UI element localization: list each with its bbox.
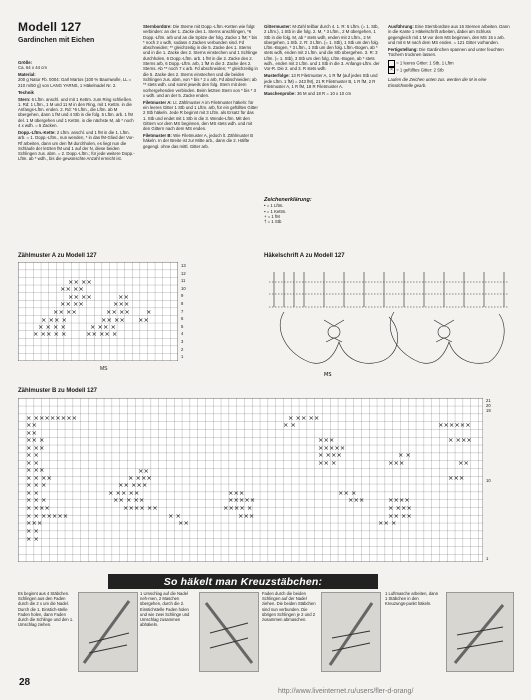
svg-text:××: ××: [458, 459, 469, 467]
row-number: 10: [486, 478, 491, 483]
row-number: 1: [181, 354, 184, 360]
slip-stitch-symbol-icon: ▪: [264, 208, 266, 214]
svg-text:×× ××: ×× ××: [68, 293, 92, 301]
row-number: 11: [181, 278, 186, 284]
legend-text: = 1 Lftm.: [266, 203, 284, 209]
grid-legend: [388, 60, 512, 88]
grid-legend-item: [388, 60, 512, 67]
svg-text:× ×× ×: × ×× ×: [41, 316, 67, 324]
body: 36 M und 18 R = 10 x 10 cm: [296, 90, 352, 96]
paragraph: [18, 97, 136, 129]
step-text-4: 1 Luftmasche arbeiten, dann 1 Stäbchen in den Kreuzungs-punkt häkeln.: [385, 591, 439, 607]
chart-a-grid: [18, 262, 178, 361]
heading: Größe:: [18, 60, 33, 65]
row-number: 3: [181, 338, 184, 344]
row-number: 9: [181, 293, 184, 299]
svg-text:×××: ×××: [348, 496, 365, 504]
row-number: 20: [486, 403, 491, 408]
row-number: 2: [181, 346, 184, 352]
row-number: 21: [486, 398, 491, 403]
crochet-symbol-chart: [264, 262, 512, 382]
row-number: 7: [181, 308, 184, 314]
svg-text:× × ×: × × ×: [26, 496, 47, 504]
text-column-4: [388, 24, 512, 88]
svg-text:×××: ×××: [388, 459, 405, 467]
paragraph: [143, 133, 258, 149]
svg-text:××: ××: [138, 316, 149, 324]
svg-text:× ×× × ×: × ×× × ×: [33, 330, 67, 338]
paragraph: [388, 24, 512, 45]
legend-title: Zeichenerklärung:: [264, 197, 312, 203]
svg-text:×××× ×: ×××× ×: [223, 504, 253, 512]
legend-text: = 1 Kettm.: [266, 208, 287, 214]
svg-text:× × ×: × × ×: [26, 481, 47, 489]
svg-text:× ××××××××: × ××××××××: [26, 414, 78, 422]
row-number: 10: [181, 285, 186, 291]
svg-text:× ×××: × ×××: [26, 504, 50, 512]
heading: Musterfolge:: [264, 73, 290, 79]
chart-a-title: Zählmuster A zu Modell 127: [18, 253, 97, 259]
svg-text:××: ××: [178, 519, 189, 527]
paragraph: [143, 100, 258, 132]
row-number: 12: [181, 270, 186, 276]
legend-item: [264, 219, 382, 224]
row-number: 8: [181, 300, 184, 306]
svg-text:× ×××: × ×××: [448, 436, 472, 444]
crochet-svg: [264, 262, 512, 382]
heading: Filetmuster B:: [143, 133, 172, 139]
svg-text:×××× ××: ×××× ××: [123, 504, 158, 512]
svg-text:××××××: ××××××: [438, 421, 471, 429]
svg-text:× ×× ×: × ×× ×: [90, 323, 116, 331]
paragraph: [143, 24, 258, 98]
svg-text:× ×: × ×: [26, 459, 39, 467]
svg-text:× × ××: × × ××: [26, 474, 52, 482]
svg-text:× × × ×: × × × ×: [38, 323, 66, 331]
svg-text:× ×× ××: × ×× ××: [288, 414, 320, 422]
heading: Sternbordüre:: [143, 24, 172, 29]
body: 2 Lftm. anschl. und 1 fM in die 1. Lftm. arb. = 1. Dopp.-Lftm., nun wenden, * in das fM-Glied der Vor-Rf arbeiten, dann um den fM durchholen, es liegt nun die Schlaufe der letzten fM und 1 auf der N, diese beiden Schlingen zus. abm. = 2. Dopp.-Lftm.; für jede weitere Dopp.-Lftm. ab * wdh., bis die gewünschte Anzahl erreicht ist.: [18, 129, 135, 162]
single-crochet-symbol-icon: +: [264, 213, 267, 219]
text-column-3: [264, 24, 382, 98]
svg-text:×××××: ×××××: [228, 496, 256, 504]
svg-text:× ××: × ××: [26, 444, 45, 452]
svg-text:×× ××: ×× ××: [60, 285, 84, 293]
heading: Material:: [18, 72, 36, 78]
body: 200 g Natur Fb. 0004: Garl Martos (100 % Baumwolle, LL = 210 m/50 g) von LANG YARNS, 1 Häkelnadel Nr. 2.: [18, 77, 132, 88]
body: 13 R Filetmuster A, 1 R fM (auf jedes Stb und jede Lftm. 1 fM) = 243 fM), 21 R Filetmuster B, 1 R fM, 2 R Filetmuster A, 1 R fM, 18 R Filetmuster A.: [264, 73, 378, 89]
svg-text:×××: ×××: [448, 474, 465, 482]
svg-text:×× ××: ×× ××: [388, 512, 412, 520]
body: Lt. Zählmuster A im Filetmuster häkeln: für ein leeres Gitter 1 Stb und 1 Lftm. arb, für ein gefülltes Gitter 2 Stb häkeln. Jede R beginnt mit 3 Lftm. als Ersatz für das 1. Stb und endet mit 1 Stb in die 3. Wende-Lftm. Mit den Gittern vor dem MS beginnen, den MS stets wdh. und mit den Gittern nach dem MS enden.: [143, 99, 258, 132]
svg-text:×× ××: ×× ××: [60, 300, 84, 308]
page-number: 28: [19, 677, 31, 688]
svg-text:×××: ×××: [238, 512, 255, 520]
svg-text:×× ×: ×× ×: [338, 489, 357, 497]
svg-text:×××: ×××: [318, 436, 335, 444]
svg-text:×: ×: [146, 308, 152, 316]
body: Eine Sternbordüre aus 16 Sternen arbeiten. Dann in die Kante 1 Häkelschrift arbeiten, dabei am Schluss gegengleich mit 1 M vor dem MS beginnen, den MS 15 x arb. und mit 6 M nach dem MS enden. = 121 Gitter vorhanden.: [388, 24, 510, 45]
paragraph: [264, 73, 382, 89]
svg-text:××: ××: [26, 429, 37, 437]
chart-a-row-numbers: [181, 262, 186, 361]
svg-text:× ×: × ×: [398, 451, 411, 459]
legend-text: = 1 leeres Gitter: 1 Stb, 1 Lftm: [396, 61, 454, 67]
paragraph: [18, 72, 136, 88]
crochet-hook-icon: [79, 593, 137, 671]
paragraph: [18, 90, 136, 95]
chart-b-svg: [18, 398, 483, 562]
svg-text:× ×: × ×: [168, 512, 181, 520]
row-number: 4: [181, 331, 184, 337]
step-text-2: 1 Umschlag auf die Nadel neh-men, 2 Maschen übergehen, durch die 2. Einstichstelle Faden holen und wie zwei Schlinge und Umschlag zusammen abhäkeln.: [140, 591, 190, 628]
svg-text:×××: ×××: [228, 489, 245, 497]
chart-b-row-numbers: [486, 398, 491, 413]
page-subtitle: Gardinchen mit Eichen: [18, 37, 95, 44]
text-column-1: [18, 60, 136, 163]
svg-text:×× ×: ×× ×: [378, 519, 397, 527]
heading: Dopp.-Lftm.-Kette:: [18, 129, 56, 135]
filled-grid-icon: ×: [388, 67, 395, 74]
legend-text: = 1 gefülltes Gitter: 2 Stb: [396, 68, 444, 74]
svg-text:×× ××: ×× ××: [106, 308, 130, 316]
svg-text:× × ×××××: × × ×××××: [26, 512, 69, 520]
paragraph: [264, 24, 382, 72]
svg-text:×× × ××: ×× × ××: [113, 496, 145, 504]
crochet-hook-icon: [447, 593, 513, 671]
row-number: 19: [486, 408, 491, 413]
legend-note: Laufen die Zeichen unten zus. werden die M in eine Einstichstelle gearb.: [388, 77, 487, 88]
watermark-url[interactable]: http://www.liveinternet.ru/users/fler-d-orang/: [278, 688, 414, 695]
legend-text: = 1 fM: [267, 213, 280, 219]
row-number: 13: [181, 263, 186, 268]
row-number: 6: [181, 316, 184, 322]
crochet-hook-icon: [322, 593, 380, 671]
row-number: 5: [181, 323, 184, 329]
svg-text:× ×: × ×: [283, 421, 296, 429]
svg-text:× ×× ××: × ×× ××: [108, 489, 140, 497]
svg-text:× ×××: × ×××: [388, 504, 412, 512]
svg-text:××: ××: [118, 293, 129, 301]
step-text-3: Faden durch die beiden Schlingen auf der Nadel ziehen. Die beiden Stäbchen sind nun verbunden. Die übrigen Schlingen je 2 und 2 zusammen abmaschen.: [262, 591, 316, 623]
svg-text:× ×××: × ×××: [318, 451, 342, 459]
svg-text:× ××: × ××: [26, 466, 45, 474]
body: Die Gardinchen spannen und unter feuchten Tüchern trocknen lassen.: [388, 46, 504, 58]
step-text-1: Es beginnt aus 4 Stäbchen. Schlingen aus den Faden durch die 2 x um die Nadel. Durch die 1. Einstich-stelle Faden holen, dann Faden durch die Schlinge und den 1. Umschlag ziehen.: [18, 591, 74, 628]
svg-text:××: ××: [138, 467, 149, 475]
grid-legend-item: [388, 67, 512, 74]
svg-text:× ×: × ×: [26, 535, 39, 543]
heading: Gittermuster:: [264, 24, 292, 29]
section-banner: So häkelt man Kreuzstäbchen:: [108, 574, 378, 589]
legend-text: = 1 Stb: [267, 219, 282, 225]
crochet-ms-label: MS: [324, 372, 332, 378]
heading: Filetmuster A:: [143, 99, 172, 105]
heading: Ausführung:: [388, 24, 414, 29]
svg-text:×××: ×××: [113, 300, 130, 308]
svg-text:×× ×: ×× ×: [26, 436, 45, 444]
heading: Stern:: [18, 96, 31, 102]
heading: Fertigstellung:: [388, 46, 418, 52]
chart-b-title: Zählmuster B zu Modell 127: [18, 388, 98, 394]
step-photo-1: [78, 592, 138, 672]
svg-text:×× ××: ×× ××: [53, 308, 77, 316]
chart-b-grid: [18, 398, 483, 562]
svg-text:× ×××: × ×××: [128, 474, 152, 482]
svg-text:×× ×××: ×× ×××: [118, 481, 148, 489]
svg-text:×× ×× ×: ×× ×× ×: [86, 330, 118, 338]
paragraph: [18, 60, 136, 71]
svg-text:× ×: × ×: [26, 489, 39, 497]
body: Wie Filetmuster A, jedoch lt. Zählmuster B häkeln. In der Breite ist zur Mitte arb., dann die 2. Hälfte gegengl. ohne das mittl. Gitter arb.: [143, 133, 254, 149]
svg-text:× ×: × ×: [26, 451, 39, 459]
paragraph: [388, 47, 512, 58]
heading: Maschenprobe:: [264, 90, 296, 96]
svg-text:××: ××: [26, 421, 37, 429]
step-photo-3: [321, 592, 381, 672]
svg-text:×××: ×××: [26, 519, 43, 527]
svg-text:×× ××: ×× ××: [101, 316, 125, 324]
step-photo-2: [199, 592, 259, 672]
page-title: Modell 127: [18, 20, 82, 34]
crochet-hook-icon: [200, 593, 258, 671]
svg-text:×××××: ×××××: [318, 444, 346, 452]
body: 6 Lftm. anschl. und mit 1 Kettm. zum Ring schließen. 1. Rd: 1 Lftm., 1 M und 11 M in den Ring, mit 1 Kettm. in die Anfangs-Lftm. enden. 2. Rd: *6 Lftm., die Lftm. ab M übergehen, dann 1 fM und 4 Stb in die folg. 5 Lftm. arb. 1 fM del. 1 M übergehen und 1 Kettm. in die nächste M, ab * noch 4 x wdh. = 5 Zacken.: [18, 96, 134, 129]
body: M-Zahl teilbar durch 4. 1. R: 5 Lftm. (= 1. Stb, 2 Lftm.), 1 Stb in die folg. 2. M, * 3 Lftm., 2 M übergehen, 1 Stb in die folg. M, ab * stets wdh, enden mit 2 Lftm., 2 M übergehen, 1 Stb. 2. R: 3 Lftm. (= 1. Stb), 1 Stb um den folg. Lftm.-Bogen, * 3 Lftm., 1 Stb um den folg. Lftm.-Bogen, ab * stets wdh, enden mit 2 Lftm. und die Stb übergehen. 3. R: 3 Lftm. (= 1. Stb), 3 Stb um den folg. Lftm.-Bogen, ab * stets wdh., enden mit 2 Lftm. und 1 Stb in die 3. Anfangs-Lftm. der Vor-R. Die 2. und 3. R stets wdh.: [264, 24, 380, 72]
body: Ca. 64 x 44 cm: [18, 65, 47, 71]
svg-text:× ×: × ×: [26, 527, 39, 535]
paragraph: [18, 130, 136, 162]
chart-a-ms-label: MS: [100, 366, 108, 372]
double-crochet-symbol-icon: †: [264, 219, 267, 225]
paragraph: [264, 91, 382, 96]
svg-text:×× ×: ×× ×: [318, 459, 337, 467]
empty-grid-icon: [388, 60, 395, 67]
svg-text:×× ××: ×× ××: [68, 278, 92, 286]
step-photo-4: [446, 592, 514, 672]
legend: [264, 198, 382, 224]
chain-symbol-icon: •: [264, 203, 266, 209]
text-column-2: [143, 24, 258, 151]
crochet-chart-title: Häkelschrift A zu Modell 127: [264, 253, 345, 259]
row-number: 1: [486, 556, 489, 561]
svg-text:××××: ××××: [388, 496, 410, 504]
heading: Technik: [18, 89, 34, 95]
chart-a-svg: [18, 262, 178, 361]
body: Die Sterne mit Dopp.-Lftm.-Ketten wie folgt verbinden: an der 1. Zacke des 1. Sterns anschlingen, *6 Dopp.-Lftm. arb und an die Spitze der folg. Zacke 1 fM; * bis * noch 2 x wdh, sodass 4 Zacken verbunden sind. Fd abschneiden; ** gleichzeitig in die 5. Zacke des 1. Sterns und in die 1. Zacke des 2. Sterns einstechen und 1 Schlinge durchholen, 6 Dopp.-Lftm. arb. 1 fM in die 2. Zacke des 2. Sterns arb, 6 Dopp.-Lftm. arb, 1 fM in die 3. Zacke des 2. Sterns. Ab ** noch 7 x arb. Fd abschneiden; ** gleichzeitig in die 5. Zacke des 2. Sterns einstechen und die beiden Schlingen zus. abm, von * bis * 2 x arb, Fd abschneiden; ab ** stets wdh. und somit jeweils den folg. Stern mit dem vorhergehenden verbinden. Beim letzten Stern von * bis * 3 x wdh. und an der 5. Zacke enden.: [143, 24, 258, 98]
